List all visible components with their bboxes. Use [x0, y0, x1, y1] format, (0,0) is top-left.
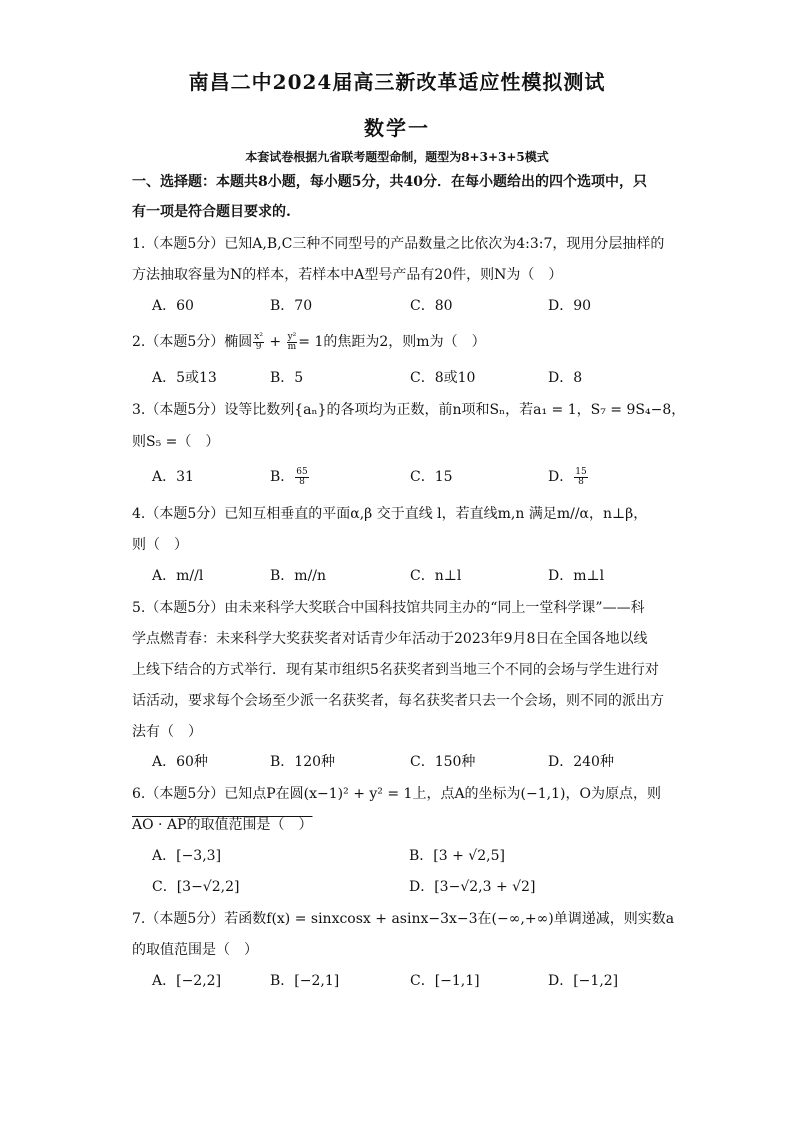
- option-a[interactable]: A．60种: [152, 754, 208, 770]
- question-2-text-a: 2.（本题5分）椭圆: [132, 334, 253, 350]
- section-heading-line-2: 有一项是符合题目要求的.: [132, 204, 291, 220]
- question-5-line-3: 上线下结合的方式举行．现有某市组织5名获奖者到当地三个不同的会场与学生进行对: [132, 662, 659, 678]
- option-c[interactable]: C．80: [410, 298, 453, 314]
- fraction-numerator: 15: [575, 466, 587, 477]
- fraction-x2-over-9: [253, 333, 264, 352]
- option-c[interactable]: C．n⊥l: [410, 568, 462, 584]
- option-c[interactable]: C．150种: [410, 754, 476, 770]
- option-b[interactable]: B．5: [270, 370, 304, 386]
- option-a[interactable]: A．[−2,2]: [152, 973, 222, 989]
- option-d[interactable]: D．[3−√2,3 + √2]: [409, 879, 536, 895]
- option-d[interactable]: D．240种: [548, 754, 614, 770]
- question-5-line-2: 学点燃青春：未来科学大奖获奖者对话青少年活动于2023年9月8日在全国各地以线: [132, 631, 648, 647]
- option-a[interactable]: A．m//l: [152, 568, 204, 584]
- option-d-label: D．: [548, 469, 574, 485]
- question-2-text-b: = 1的焦距为2，则m为（ ）: [298, 334, 486, 350]
- fraction-denominator: 9: [255, 341, 262, 352]
- question-5-line-5: 法有（ ）: [132, 724, 202, 740]
- option-d[interactable]: D．90: [548, 298, 592, 314]
- page-subtitle: 数学一: [364, 116, 430, 140]
- option-c[interactable]: C．[3−√2,2]: [152, 879, 240, 895]
- option-a[interactable]: A．[−3,3]: [152, 848, 222, 864]
- question-5-line-4: 话活动，要求每个会场至少派一名获奖者，每名获奖者只去一个会场，则不同的派出方: [132, 693, 664, 709]
- option-b[interactable]: B．[−2,1]: [270, 973, 340, 989]
- question-6-line-1: 6.（本题5分）已知点P在圆(x−1)² + y² = 1上，点A的坐标为(−1,1)，O为原点，则: [132, 786, 661, 802]
- fraction-numerator: 65: [296, 466, 308, 477]
- question-3-line-1: 3.（本题5分）设等比数列{aₙ}的各项均为正数，前n项和Sₙ，若a₁ = 1，S₇ = 9S₄−8，: [132, 402, 686, 418]
- question-7-options: [152, 971, 672, 991]
- option-c[interactable]: C．15: [410, 469, 453, 485]
- page-title: 南昌二中2024届高三新改革适应性模拟测试: [188, 70, 606, 94]
- question-6-options-row-2: [152, 877, 672, 897]
- section-heading-line-1: 一、选择题：本题共8小题，每小题5分，共40分．在每小题给出的四个选项中，只: [132, 174, 647, 190]
- fraction-denominator: 8: [578, 476, 584, 487]
- question-7-line-2: 的取值范围是（ ）: [132, 942, 258, 958]
- option-d[interactable]: [548, 467, 589, 487]
- question-4-line-2: 则（ ）: [132, 537, 188, 553]
- option-b[interactable]: B．120种: [270, 754, 336, 770]
- fraction-denominator: m: [287, 341, 297, 352]
- fraction-y2-over-m: [287, 333, 298, 352]
- question-2-line-1: 2.（本题5分）椭圆 $\frac{\text{x²}}{9}$ + $\frac{\text{y²}}{m}$ = 1的焦距为2，则m为（ ）: [132, 331, 486, 352]
- fraction-65-over-8: [295, 468, 308, 487]
- question-7-line-1: 7.（本题5分）若函数f(x) = sinxcosx + asinx−3x−3在(−∞,+∞)单调递减，则实数a: [132, 911, 675, 927]
- option-d[interactable]: D．m⊥l: [548, 568, 605, 584]
- question-6-options-row-1: [152, 846, 672, 866]
- question-3-options: [152, 467, 672, 487]
- option-b-label: B．: [270, 469, 295, 485]
- option-b[interactable]: [270, 467, 310, 487]
- question-1-line-2: 方法抽取容量为N的样本，若样本中A型号产品有20件，则N为（ ）: [132, 267, 563, 283]
- option-a[interactable]: A．5或13: [152, 370, 217, 386]
- question-3-line-2: 则S₅ =（ ）: [132, 434, 220, 450]
- question-4-options: [152, 566, 672, 586]
- question-5-line-1: 5.（本题5分）由未来科学大奖联合中国科技馆共同主办的“同上一堂科学课”——科: [132, 600, 645, 616]
- question-2-options: [152, 368, 672, 388]
- option-b[interactable]: B．70: [270, 298, 313, 314]
- question-4-line-1: 4.（本题5分）已知互相垂直的平面α,β 交于直线 l，若直线m,n 满足m//α，n⊥β，: [132, 506, 648, 522]
- option-d[interactable]: D．8: [548, 370, 583, 386]
- option-d[interactable]: D．[−1,2]: [548, 973, 619, 989]
- question-6-line-2: AO · AP的取值范围是（ ）: [132, 817, 313, 833]
- fraction-15-over-8: [574, 468, 587, 487]
- option-a[interactable]: A．31: [152, 469, 194, 485]
- option-a[interactable]: A．60: [152, 298, 194, 314]
- option-c[interactable]: C．8或10: [410, 370, 476, 386]
- question-1-line-1: 1.（本题5分）已知A,B,C三种不同型号的产品数量之比依次为4:3:7，现用分层抽样的: [132, 236, 665, 252]
- fraction-numerator: y²: [287, 331, 297, 342]
- option-b[interactable]: B．m//n: [270, 568, 327, 584]
- fraction-denominator: 8: [299, 476, 305, 487]
- option-b[interactable]: B．[3 + √2,5]: [409, 848, 505, 864]
- question-1-options: [152, 296, 672, 316]
- question-5-options: [152, 752, 672, 772]
- format-note: 本套试卷根据九省联考题型命制，题型为8+3+3+5模式: [245, 150, 549, 164]
- fraction-numerator: x²: [254, 331, 263, 342]
- option-c[interactable]: C．[−1,1]: [410, 973, 480, 989]
